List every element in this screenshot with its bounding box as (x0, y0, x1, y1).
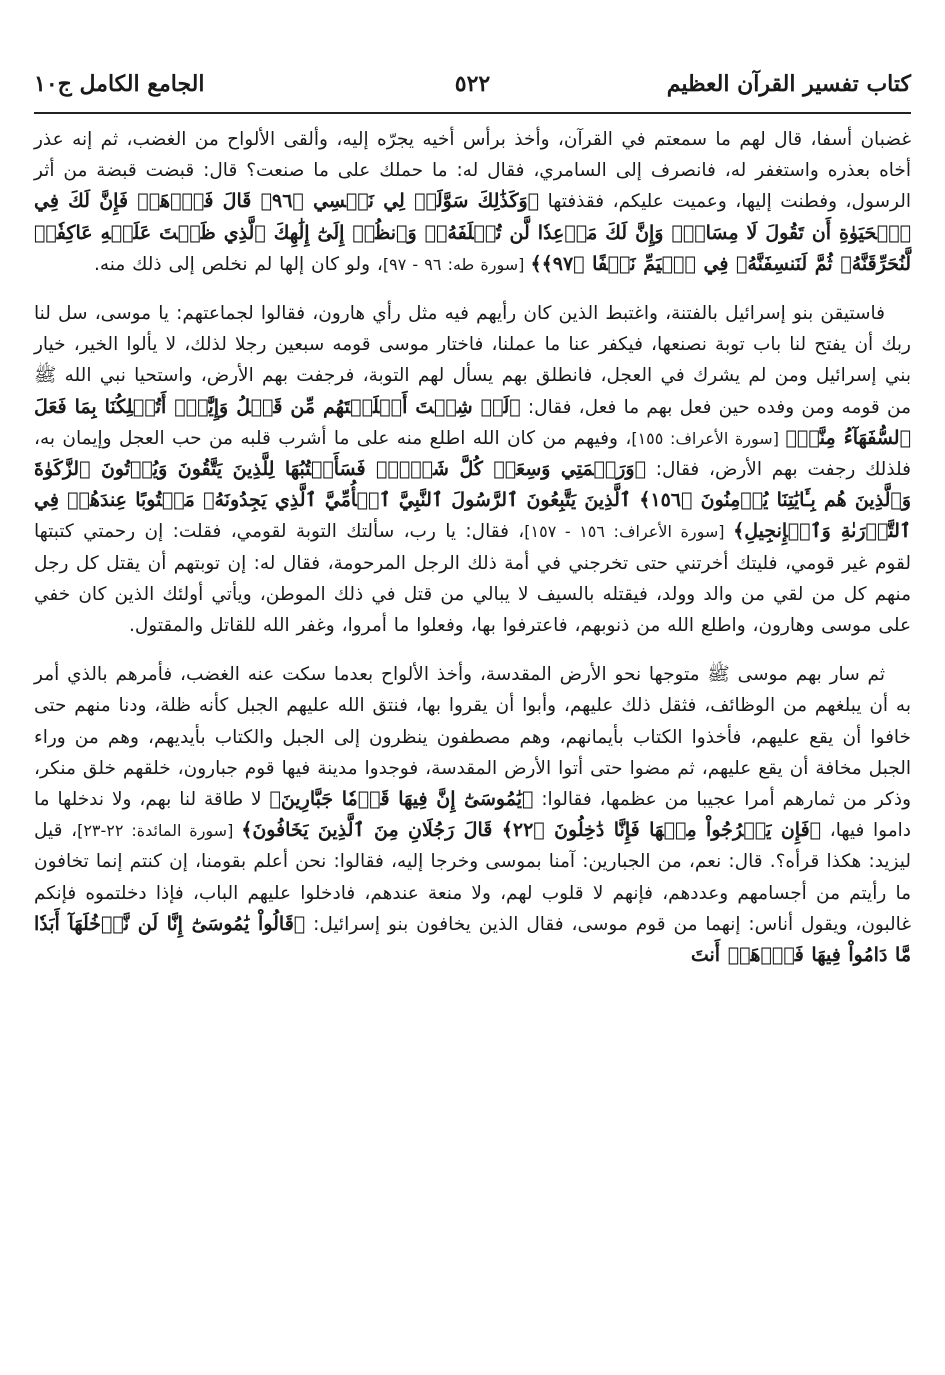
text-segment: ، وفيهم من كان الله اطلع منه على ما أشرب قلبه من حب العجل وإيمان به، فلذلك رجفت بهم الأرض، فقال: (34, 427, 911, 481)
text-segment: غضبان أسفا، قال لهم ما سمعتم في القرآن، وأخذ برأس أخيه يجرّه إليه، وألقى الألواح من الغضب، ثم إنه عذر أخاه بعذره واستغفر له، فانصرف إلى السامري، فقال له: ما حملك على ما صنعت؟ قال: قبضت قبضة من أثر الرسول، وفطنت إليها، وعميت عليكم، فقذفتها (34, 129, 911, 213)
text-segment: ، قيل ليزيد: هكذا قرأه؟. قال: نعم، من الجبارين: آمنا بموسى وخرجا إليه، فقالوا: نحن أعلم بقومنا، إن كنتم إنما تخافون ما رأيتم من أجسامهم وعددهم، فإنهم لا قلوب لهم، ولا منعة عندهم، فادخلوا عليهم الباب، فإذا دخلتموه فإنكم غالبون، ويقول أناس: إنهما من قوم موسى، فقال الذين يخافون بنو إسرائيل: (34, 820, 911, 935)
surah-reference: [سورة المائدة: ٢٢-٢٣] (77, 821, 242, 841)
book-title: كتاب تفسير القرآن العظيم (666, 71, 911, 97)
paragraph-2 (34, 298, 911, 641)
quran-verse: ﴿يَٰمُوسَىٰٓ إِنَّ فِيهَا قَوۡمٗا جَبَّارِينَ﴾ (269, 788, 534, 811)
surah-reference: [سورة الأعراف: ١٥٦ - ١٥٧] (524, 522, 734, 542)
page-body (34, 124, 911, 989)
text-segment: لا طاقة لنا بهم، ولا ندخلها ما داموا فيها، (34, 789, 911, 842)
surah-reference: [سورة طه: ٩٦ - ٩٧] (382, 254, 531, 274)
paragraph-1 (34, 124, 911, 280)
text-segment: ، ولو كان إلها لم نخلص إلى ذلك منه. (94, 253, 383, 275)
header-divider (34, 112, 911, 114)
paragraph-3 (34, 659, 911, 971)
book-page (34, 0, 911, 1375)
text-segment: ، فقال: يا رب، سألتك التوبة لقومي، فقلت: إن رحمتي كتبتها لقوم غير قومي، فليتك أخرتني حتى تخرجني في أمة ذلك الرجل المرحومة، فقال له: إن توبتهم أن يقتل كل رجل منهم كل من لقي من والد وولد، فيقتله بالسيف لا يبالي من قتل في ذلك الموطن، ويأتي أولئك الذين كان خفي على موسى وهارون، واطلع الله من ذنوبهم، فاعترفوا بها، وفعلوا ما أمروا، وغفر الله للقاتل والمقتول. (34, 521, 911, 637)
quran-verse: ﴿وَرَحۡمَتِي وَسِعَتۡ كُلَّ شَيۡءٖۚ فَسَأَكۡتُبُهَا لِلَّذِينَ يَتَّقُونَ وَيُؤۡتُونَ ٱلزَّكَوٰةَ وَٱلَّذِينَ هُم بِـَٔايَٰتِنَا يُؤۡمِنُونَ ﴿١٥٦﴾ ٱلَّذِينَ يَتَّبِعُونَ ٱلرَّسُولَ ٱلنَّبِيَّ ٱلۡأُمِّيَّ ٱلَّذِي يَجِدُونَهُۥ مَكۡتُوبًا عِندَهُمۡ فِي ٱلتَّوۡرَىٰةِ وَٱلۡإِنجِيلِ﴾ (34, 458, 912, 543)
page-header (34, 64, 911, 104)
text-segment: ثم سار بهم موسى ﷺ متوجها نحو الأرض المقدسة، وأخذ الألواح بعدما سكت عنه الغضب، فأمرهم بالذي أمر به أن يبلغهم من الوظائف، فثقل ذلك عليهم، وأبوا أن يقروا بها، فنتق الله عليهم الجبل كأنه ظلة، ودنا منهم حتى خافوا أن يقع عليهم، فأخذوا الكتاب بأيمانهم، وهم مصطفون ينظرون إلى الجبل والكتاب بأيديهم، وهم من وراء الجبل مخافة أن يقع عليهم، ثم مضوا حتى أتوا الأرض المقدسة، فوجدوا مدينة فيها قوم جبارون، خلقهم خلق منكر، وذكر من ثمارهم أمرا عجيبا من عظمها، فقالوا: (34, 664, 912, 811)
quran-verse: ﴿فَإِن يَخۡرُجُواْ مِنۡهَا فَإِنَّا دَٰخِلُونَ ﴿٢٢﴾ قَالَ رَجُلَانِ مِنَ ٱلَّذِينَ يَخَافُونَ﴾ (241, 819, 822, 842)
volume-title: الجامع الكامل ج١٠ (34, 71, 205, 97)
quran-verse: ﴿لَوۡ شِئۡتَ أَهۡلَكۡتَهُم مِّن قَبۡلُ وَإِيَّٰيَۖ أَتُهۡلِكُنَا بِمَا فَعَلَ ٱلسُّفَهَآءُ مِنَّآۖ﴾ (34, 395, 911, 449)
text-segment: فاستيقن بنو إسرائيل بالفتنة، واغتبط الذين كان رأيهم فيه مثل رأي هارون، فقالوا لجماعتهم: يا موسى، سل لنا ربك أن يفتح لنا باب توبة نصنعها، فيكفر عنا ما عملنا، فاختار موسى قومه سبعين رجلا لذلك، لا يألوا الخير، خيار بني إسرائيل ومن لم يشرك في العجل، فانطلق بهم يسأل لهم التوبة، فرجفت بهم الأرض، واستحيا نبي الله ﷺ من قومه ومن وفده حين فعل بهم ما فعل، فقال: (34, 303, 911, 418)
quran-verse: ﴿وَكَذَٰلِكَ سَوَّلَتۡ لِي نَفۡسِي ﴿٩٦﴾ قَالَ فَٱذۡهَبۡ فَإِنَّ لَكَ فِي ٱلۡحَيَوٰةِ أَن تَقُولَ لَا مِسَاسَۖ وَإِنَّ لَكَ مَوۡعِدٗا لَّن تُخۡلَفَهُۥۖ وَٱنظُرۡ إِلَىٰٓ إِلَٰهِكَ ٱلَّذِي ظَلۡتَ عَلَيۡهِ عَاكِفٗاۖ لَّنُحَرِّقَنَّهُۥ ثُمَّ لَنَنسِفَنَّهُۥ فِي ٱلۡيَمِّ نَسۡفًا ﴿٩٧﴾﴾ (34, 190, 911, 275)
page-number: ٥٢٢ (454, 71, 491, 97)
quran-verse: ﴿قَالُواْ يَٰمُوسَىٰٓ إِنَّا لَن نَّدۡخُلَهَآ أَبَدٗا مَّا دَامُواْ فِيهَا فَٱذۡهَبۡ أَنتَ (34, 912, 911, 967)
surah-reference: [سورة الأعراف: ١٥٥] (631, 428, 786, 448)
